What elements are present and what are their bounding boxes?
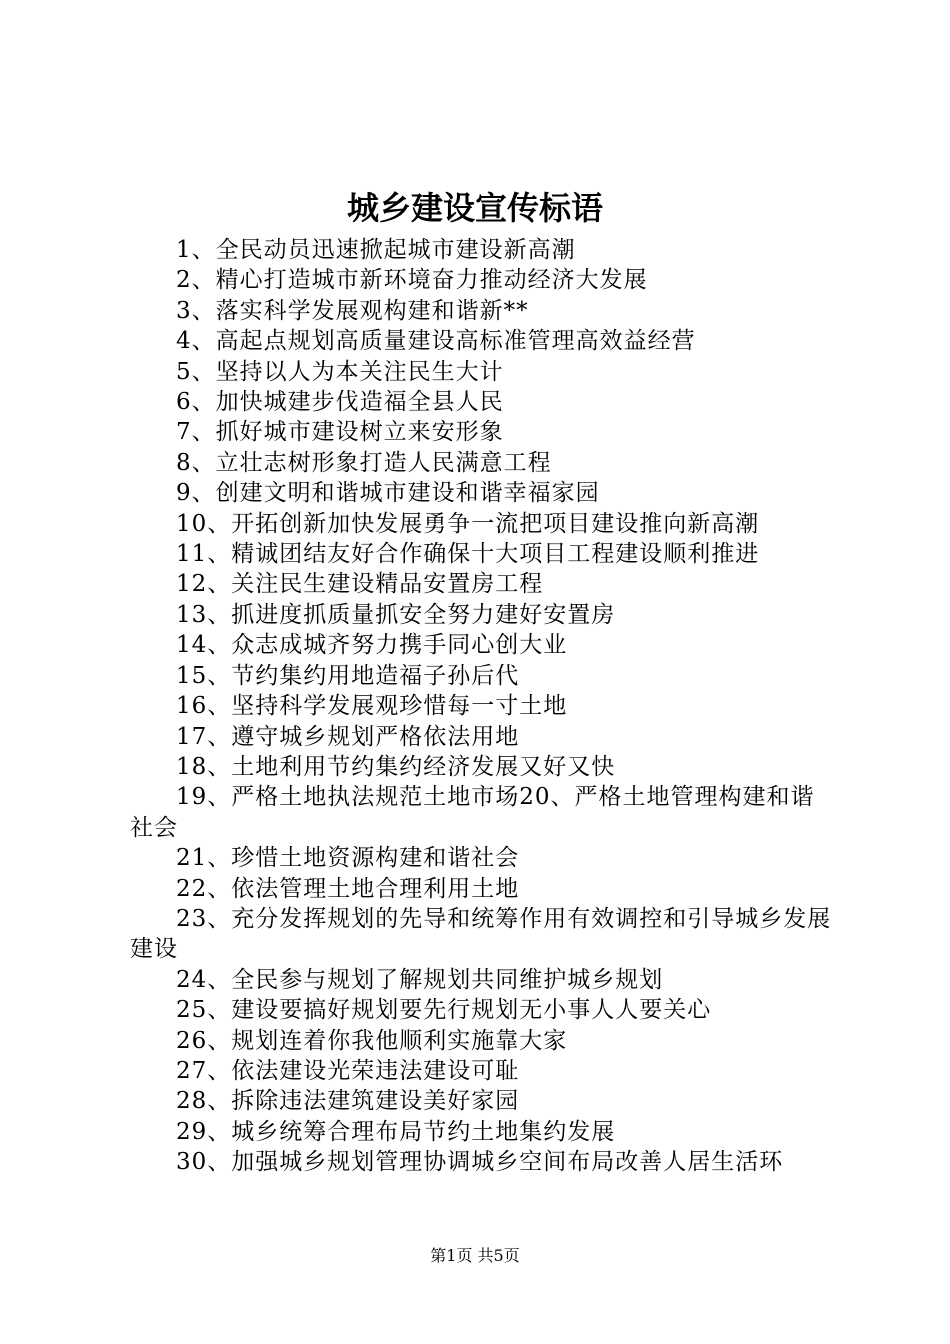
list-item: 1、全民动员迅速掀起城市建设新高潮 (176, 237, 576, 263)
list-item: 5、坚持以人为本关注民生大计 (176, 358, 504, 385)
page-number: 第1页 共5页 (430, 1246, 520, 1265)
list-item: 21、珍惜土地资源构建和谐社会 (176, 845, 520, 872)
list-item: 26、规划连着你我他顺利实施靠大家 (176, 1027, 568, 1054)
list-item: 6、加快城建步伐造福全县人民 (176, 389, 504, 416)
list-item: 14、众志成城齐努力携手同心创大业 (176, 632, 568, 659)
list-item: 29、城乡统筹合理布局节约土地集约发展 (176, 1118, 616, 1145)
list-item: 15、节约集约用地造福子孙后代 (176, 662, 520, 689)
list-item: 12、关注民生建设精品安置房工程 (176, 571, 544, 598)
list-item: 3、落实科学发展观构建和谐新** (176, 297, 529, 324)
list-item: 11、精诚团结友好合作确保十大项目工程建设顺利推进 (176, 541, 760, 568)
list-item: 27、依法建设光荣违法建设可耻 (176, 1057, 520, 1084)
list-item: 2、精心打造城市新环境奋力推动经济大发展 (176, 267, 648, 294)
page-title: 城乡建设宣传标语 (346, 189, 603, 227)
list-item: 28、拆除违法建筑建设美好家园 (176, 1088, 520, 1115)
list-item: 22、依法管理土地合理利用土地 (176, 875, 520, 902)
list-item: 7、抓好城市建设树立来安形象 (176, 419, 504, 446)
list-item: 9、创建文明和谐城市建设和谐幸福家园 (176, 480, 600, 507)
list-item: 30、加强城乡规划管理协调城乡空间布局改善人居生活环 (176, 1149, 784, 1176)
slogan-list (130, 235, 835, 1178)
list-item: 19、严格土地执法规范土地市场20、严格土地管理构建和谐社会 (130, 784, 815, 841)
list-item: 23、充分发挥规划的先导和统筹作用有效调控和引导城乡发展建设 (130, 905, 832, 963)
list-item: 10、开拓创新加快发展勇争一流把项目建设推向新高潮 (176, 510, 760, 537)
list-item: 8、立壮志树形象打造人民满意工程 (176, 449, 552, 476)
list-item: 16、坚持科学发展观珍惜每一寸土地 (176, 693, 568, 720)
list-item: 4、高起点规划高质量建设高标准管理高效益经营 (176, 328, 696, 355)
list-item: 13、抓进度抓质量抓安全努力建好安置房 (176, 601, 616, 628)
list-item: 24、全民参与规划了解规划共同维护城乡规划 (176, 966, 664, 993)
list-item: 18、土地利用节约集约经济发展又好又快 (176, 753, 616, 780)
list-item: 17、遵守城乡规划严格依法用地 (176, 723, 520, 750)
list-item: 25、建设要搞好规划要先行规划无小事人人要关心 (176, 997, 712, 1024)
